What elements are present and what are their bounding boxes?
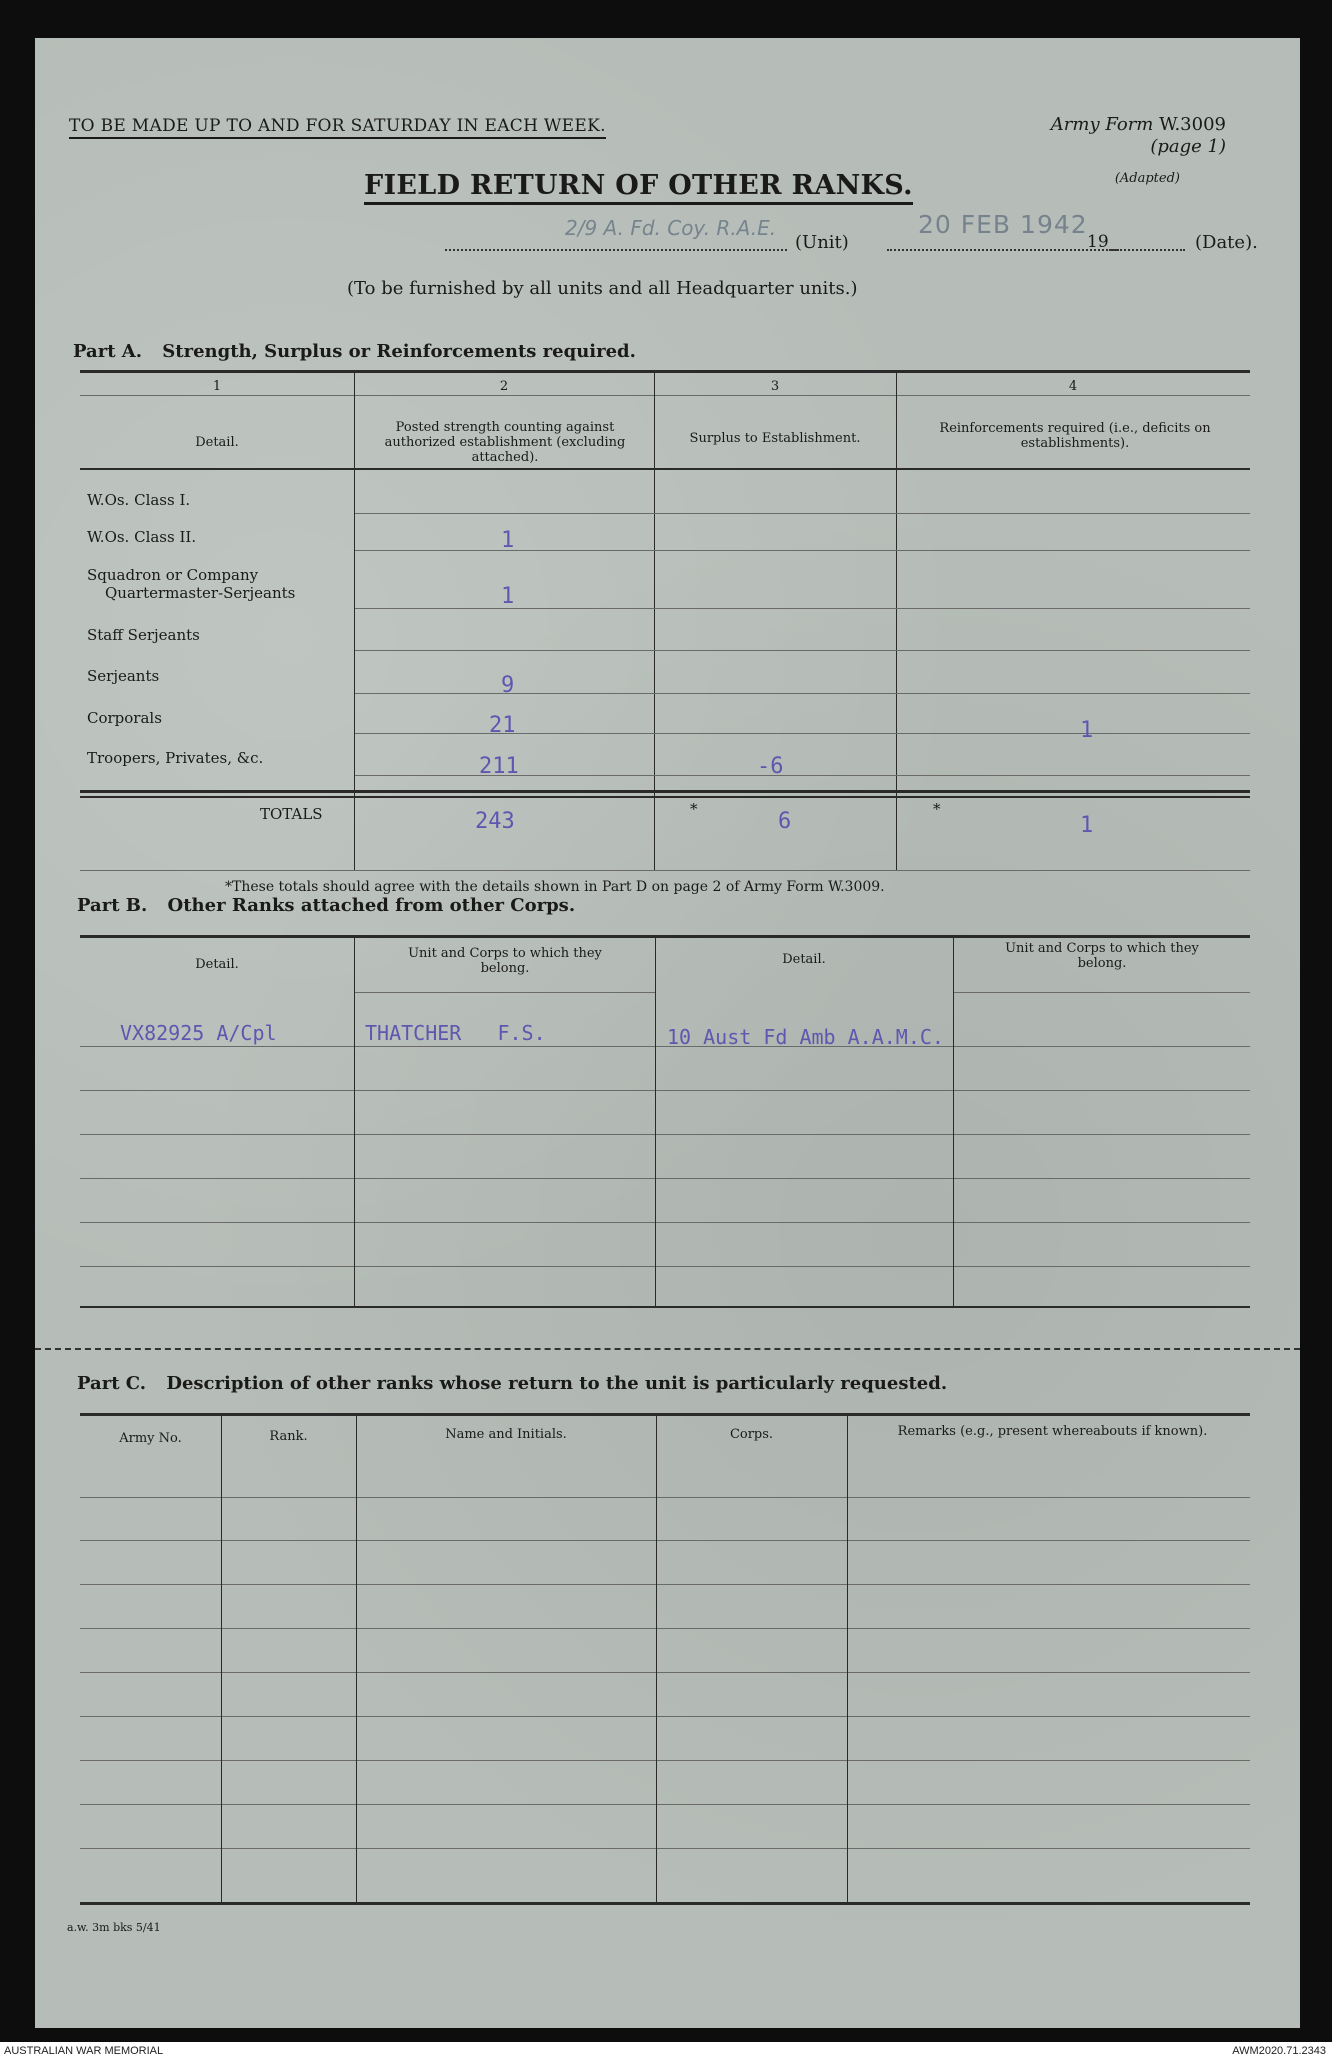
reinf-cpl: 1 [1080,718,1094,743]
ruled-line [80,1716,221,1717]
row-detail-cqms: Squadron or Company [87,566,259,584]
part-b-top-rule [80,935,1250,938]
print-code: a.w. 3m bks 5/41 [67,1921,161,1934]
part-c-bottom-rule [80,1902,1250,1905]
ruled-line [848,1540,1250,1541]
ruled-line [80,1266,354,1267]
furnish-note: (To be furnished by all units and all Headquarter units.) [347,278,858,299]
ruled-line [357,1672,656,1673]
ruled-line [657,1848,847,1849]
ruled-line [848,1848,1250,1849]
ruled-line [656,1178,953,1179]
part-c-col-divider-2 [356,1415,357,1903]
ruled-line [80,1584,221,1585]
ruled-line [80,1497,221,1498]
posted-pte: 211 [479,754,519,779]
ruled-line [222,1848,356,1849]
ruled-line [355,1266,655,1267]
part-c-top-rule [80,1413,1250,1416]
ruled-line [657,1672,847,1673]
posted-sgt: 9 [501,673,515,698]
part-a-heading [73,341,636,362]
date-stamp: 20 FEB 1942 [918,210,1088,239]
ruled-line [357,1584,656,1585]
ruled-line [848,1804,1250,1805]
attached-unit: 10 Aust Fd Amb A.A.M.C. [667,1025,944,1049]
part-b-header-rule-2 [355,992,655,993]
part-c-header-rank: Rank. [269,1429,308,1444]
ruled-line [656,1222,953,1223]
ruled-line [80,1760,221,1761]
part-a-header-rule [80,468,1250,470]
part-b-header-detail-2: Detail. [782,952,826,967]
ruled-line [80,1134,354,1135]
year-label: 19 [1087,232,1109,252]
part-b-col-divider-2 [655,937,656,1307]
ruled-line [80,1848,221,1849]
ruled-line [656,1266,953,1267]
ruled-line [357,1848,656,1849]
part-c-label: Part C. [77,1373,147,1394]
part-c-header-remarks: Remarks (e.g., present whereabouts if known). [897,1424,1208,1439]
form-id-prefix: Army Form [1050,114,1154,135]
ruled-line [357,1760,656,1761]
tear-line [35,1348,1300,1350]
part-c-header-name: Name and Initials. [445,1427,567,1442]
ruled-line [954,1222,1250,1223]
row-detail-sgt: Serjeants [87,667,160,685]
ruled-line [848,1716,1250,1717]
ruled-line [80,1222,354,1223]
ruled-line [222,1716,356,1717]
form-title: FIELD RETURN OF OTHER RANKS. [364,170,913,205]
part-c-heading [77,1373,947,1394]
ruled-line [222,1804,356,1805]
ruled-line [80,1178,354,1179]
ruled-line [222,1497,356,1498]
part-a-header-surplus: Surplus to Establishment. [689,431,861,446]
attached-name: THATCHER F.S. [365,1021,546,1045]
ruled-line [657,1584,847,1585]
row-detail-ssgt: Staff Serjeants [87,626,200,644]
row-rule [355,513,1250,514]
ruled-line [357,1628,656,1629]
ruled-line [848,1672,1250,1673]
form-id-number: W.3009 [1159,114,1226,135]
part-c-col-divider-3 [656,1415,657,1903]
attached-number-rank: VX82925 A/Cpl [120,1021,277,1045]
ruled-line [954,1046,1250,1047]
totals-star-surplus: * [690,800,698,818]
totals-label: TOTALS [260,805,323,823]
row-rule [355,608,1250,609]
ruled-line [355,1222,655,1223]
part-a-header-reinf: Reinforcements required (i.e., deficits on establishments). [939,421,1211,451]
part-c-title: Description of other ranks whose return to the unit is particularly requested. [166,1373,948,1394]
ruled-line [954,1134,1250,1135]
unit-stamp: 2/9 A. Fd. Coy. R.A.E. [565,216,777,240]
ruled-line [848,1628,1250,1629]
totals-star-reinf: * [933,800,941,818]
form-sheet [35,38,1300,2028]
ruled-line [357,1497,656,1498]
unit-label: (Unit) [795,232,849,253]
ruled-line [222,1760,356,1761]
caption-right: AWM2020.71.2343 [1232,2045,1326,2057]
ruled-line [222,1584,356,1585]
part-a-bottom-rule [80,870,1250,871]
part-a-top-rule [80,370,1250,373]
ruled-line [80,1672,221,1673]
ruled-line [657,1760,847,1761]
adapted-note: (Adapted) [1114,171,1180,186]
ruled-line [80,1804,221,1805]
ruled-line [222,1628,356,1629]
row-rule [355,650,1250,651]
part-b-header-detail-1: Detail. [195,957,239,972]
totals-surplus: 6 [778,809,792,834]
ruled-line [222,1672,356,1673]
part-b-header-unit-1: Unit and Corps to which they belong. [408,946,602,976]
form-identifier [1051,114,1226,158]
part-a-label: Part A. [73,341,143,362]
ruled-line [954,1178,1250,1179]
ruled-line [222,1540,356,1541]
ruled-line [657,1628,847,1629]
caption-bar [0,2042,1332,2061]
posted-cqms: 1 [501,584,515,609]
totals-rule [80,790,1250,793]
part-c-header-corps: Corps. [729,1427,774,1442]
date-dotted-line-2 [1109,248,1185,251]
ruled-line [848,1584,1250,1585]
row-rule [355,693,1250,694]
row-detail-cqms-2: Quartermaster-Serjeants [105,584,296,602]
date-label: (Date). [1195,232,1258,253]
totals-posted: 243 [475,809,515,834]
posted-wo2: 1 [501,528,515,553]
part-b-header-rule-4 [954,992,1250,993]
part-b-header-unit-2: Unit and Corps to which they belong. [1005,941,1199,971]
part-c-col-divider-4 [847,1415,848,1903]
ruled-line [656,1134,953,1135]
ruled-line [355,1134,655,1135]
ruled-line [657,1540,847,1541]
ruled-line [80,1540,221,1541]
ruled-line [657,1497,847,1498]
row-detail-pte: Troopers, Privates, &c. [87,749,264,767]
part-c-header-army-no: Army No. [119,1431,182,1446]
part-b-title: Other Ranks attached from other Corps. [167,895,576,916]
caption-left: AUSTRALIAN WAR MEMORIAL [4,2045,164,2057]
ruled-line [848,1497,1250,1498]
row-detail-wo2: W.Os. Class II. [87,528,197,546]
posted-cpl: 21 [489,713,516,738]
totals-rule-2 [80,796,1250,798]
ruled-line [80,1090,354,1091]
ruled-line [80,1046,354,1047]
part-b-bottom-rule [80,1306,1250,1308]
ruled-line [355,1090,655,1091]
ruled-line [80,1628,221,1629]
part-a-col-num-1: 1 [212,379,222,394]
part-a-col-num-4: 4 [1068,379,1078,394]
ruled-line [656,1090,953,1091]
part-a-header-posted: Posted strength counting against authorized establishment (excluding attached). [384,420,626,465]
row-rule [355,550,1250,551]
unit-dotted-line [445,248,787,251]
totals-reinf: 1 [1080,813,1094,838]
instruction-heading: TO BE MADE UP TO AND FOR SATURDAY IN EACH WEEK. [69,116,606,139]
ruled-line [355,1178,655,1179]
ruled-line [657,1716,847,1717]
ruled-line [657,1804,847,1805]
ruled-line [355,1046,655,1047]
row-detail-wo1: W.Os. Class I. [87,491,191,509]
part-b-heading [77,895,575,916]
form-page: (page 1) [1150,136,1226,157]
part-b-label: Part B. [77,895,148,916]
ruled-line [357,1804,656,1805]
date-dotted-line [887,248,1119,251]
row-detail-cpl: Corporals [87,709,162,727]
part-a-title: Strength, Surplus or Reinforcements required. [162,341,636,362]
part-a-footnote: *These totals should agree with the details shown in Part D on page 2 of Army Form W.3009. [225,879,885,895]
surplus-pte: -6 [757,754,784,779]
part-a-col-num-3: 3 [770,379,780,394]
ruled-line [357,1716,656,1717]
ruled-line [848,1760,1250,1761]
ruled-line [954,1266,1250,1267]
part-a-header-detail: Detail. [195,435,239,450]
part-c-col-divider-1 [221,1415,222,1903]
part-a-col-num-2: 2 [499,379,509,394]
ruled-line [357,1540,656,1541]
ruled-line [954,1090,1250,1091]
